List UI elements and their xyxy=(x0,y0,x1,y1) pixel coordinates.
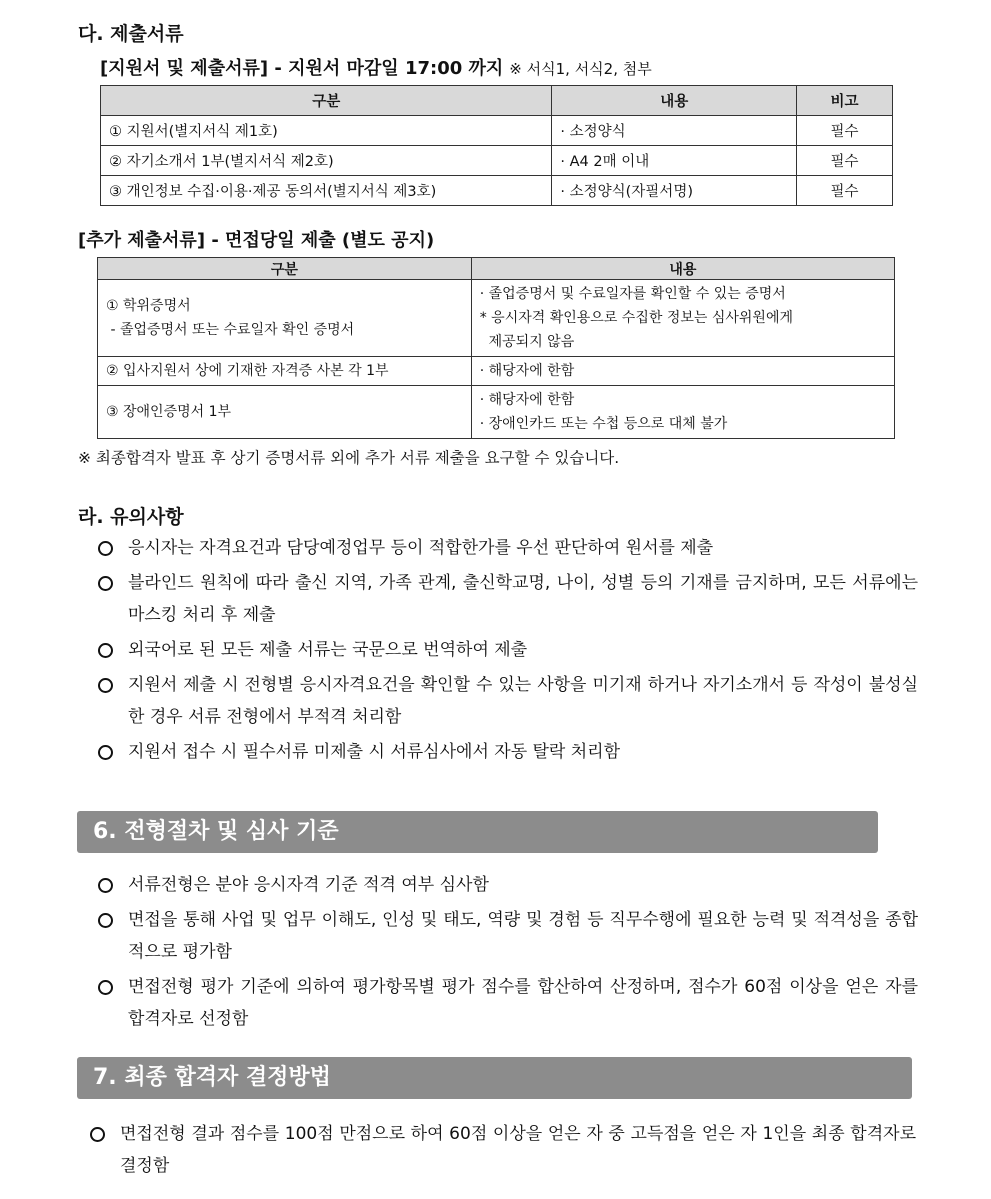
col-header: 구분 xyxy=(101,86,552,116)
bullet-circle-icon xyxy=(98,541,113,556)
list-item xyxy=(98,971,918,1035)
list-item-text: 서류전형은 분야 응시자격 기준 적격 여부 심사함 xyxy=(128,875,489,895)
list-item-text: 면접전형 결과 점수를 100점 만점으로 하여 60점 이상을 얻은 자 중 고득점을 얻은 자 1인을 최종 합격자로 결정함 xyxy=(120,1124,916,1176)
list-item xyxy=(98,669,918,733)
doc-item-line: ② 입사지원서 상에 기재한 자격증 사본 각 1부 xyxy=(106,363,389,379)
list-item xyxy=(98,904,918,968)
table-row xyxy=(101,146,893,176)
table-row xyxy=(101,176,893,206)
doc-content-line: * 응시자격 확인용으로 수집한 정보는 심사위원에게 xyxy=(479,310,793,326)
bullet-circle-icon xyxy=(98,576,113,591)
list-item-text: 블라인드 원칙에 따라 출신 지역, 가족 관계, 출신학교명, 나이, 성별 등의 기재를 금지하며, 모든 서류에는 마스킹 처리 후 제출 xyxy=(128,573,918,625)
doc-item-line: ③ 장애인증명서 1부 xyxy=(106,404,232,420)
doc-item xyxy=(98,280,472,357)
doc-remark: 필수 xyxy=(797,116,893,146)
list-item xyxy=(90,1118,916,1182)
bullet-circle-icon xyxy=(90,1127,105,1142)
bullet-circle-icon xyxy=(98,643,113,658)
list-item-text: 지원서 제출 시 전형별 응시자격요건을 확인할 수 있는 사항을 미기재 하거나 자기소개서 등 작성이 불성실 한 경우 서류 전형에서 부적격 처리함 xyxy=(128,675,918,727)
col-header: 내용 xyxy=(471,258,894,280)
doc-content-line: · 장애인카드 또는 수첩 등으로 대체 불가 xyxy=(479,416,728,432)
bullet-circle-icon xyxy=(98,878,113,893)
required-docs-heading-text: [지원서 및 제출서류] - 지원서 마감일 17:00 까지 xyxy=(100,58,504,79)
col-header: 구분 xyxy=(98,258,472,280)
bullet-circle-icon xyxy=(98,678,113,693)
required-docs-note: ※ 서식1, 서식2, 첨부 xyxy=(509,60,652,78)
additional-docs-table xyxy=(97,257,895,439)
col-header: 비고 xyxy=(797,86,893,116)
list-item xyxy=(98,634,918,666)
list-item-text: 면접을 통해 사업 및 업무 이해도, 인성 및 태도, 역량 및 경험 등 직무수행에 필요한 능력 및 적격성을 종합적으로 평가함 xyxy=(128,910,918,962)
section7-title-bar: 7. 최종 합격자 결정방법 xyxy=(77,1057,912,1099)
final-decision-list xyxy=(90,1118,916,1185)
list-item xyxy=(98,869,918,901)
list-item-text: 응시자는 자격요건과 담당예정업무 등이 적합한가를 우선 판단하여 원서를 제출 xyxy=(128,538,714,558)
doc-content: · A4 2매 이내 xyxy=(552,146,797,176)
table-header-row xyxy=(98,258,895,280)
doc-item: ② 자기소개서 1부(별지서식 제2호) xyxy=(101,146,552,176)
doc-item: ③ 개인정보 수집·이용·제공 동의서(별지서식 제3호) xyxy=(101,176,552,206)
doc-content: · 소정양식 xyxy=(552,116,797,146)
doc-remark: 필수 xyxy=(797,146,893,176)
additional-docs-heading: [추가 제출서류] - 면접당일 제출 (별도 공지) xyxy=(78,230,435,251)
bullet-circle-icon xyxy=(98,913,113,928)
doc-content-line: · 해당자에 한함 xyxy=(479,392,575,408)
doc-item-line: - 졸업증명서 또는 수료일자 확인 증명서 xyxy=(106,322,355,338)
section6-title-bar: 6. 전형절차 및 심사 기준 xyxy=(77,811,878,853)
list-item-text: 면접전형 평가 기준에 의하여 평가항목별 평가 점수를 합산하여 산정하며, 점수가 60점 이상을 얻은 자를 합격자로 선정함 xyxy=(128,977,918,1029)
doc-content xyxy=(471,280,894,357)
table-header-row xyxy=(101,86,893,116)
table-row xyxy=(98,357,895,386)
submission-footnote: ※ 최종합격자 발표 후 상기 증명서류 외에 추가 서류 제출을 요구할 수 있습니다. xyxy=(78,449,620,467)
col-header: 내용 xyxy=(552,86,797,116)
screening-list xyxy=(98,869,918,1038)
list-item xyxy=(98,567,918,631)
doc-item-line: ① 학위증명서 xyxy=(106,298,191,314)
table-row xyxy=(98,386,895,439)
section-da-title: 다. 제출서류 xyxy=(78,23,184,45)
doc-content: · 소정양식(자필서명) xyxy=(552,176,797,206)
list-item-text: 지원서 접수 시 필수서류 미제출 시 서류심사에서 자동 탈락 처리함 xyxy=(128,742,621,762)
doc-content-line: · 졸업증명서 및 수료일자를 확인할 수 있는 증명서 xyxy=(479,286,786,302)
doc-item: ① 지원서(별지서식 제1호) xyxy=(101,116,552,146)
required-docs-table xyxy=(100,85,893,206)
doc-content xyxy=(471,386,894,439)
doc-item xyxy=(98,357,472,386)
section-ra-title: 라. 유의사항 xyxy=(78,506,184,528)
doc-content xyxy=(471,357,894,386)
doc-remark: 필수 xyxy=(797,176,893,206)
doc-content-line: 제공되지 않음 xyxy=(479,334,575,350)
list-item xyxy=(98,736,918,768)
table-row xyxy=(101,116,893,146)
list-item-text: 외국어로 된 모든 제출 서류는 국문으로 번역하여 제출 xyxy=(128,640,528,660)
notice-list xyxy=(98,532,918,771)
bullet-circle-icon xyxy=(98,745,113,760)
doc-content-line: · 해당자에 한함 xyxy=(479,363,575,379)
bullet-circle-icon xyxy=(98,980,113,995)
list-item xyxy=(98,532,918,564)
table-row xyxy=(98,280,895,357)
doc-item xyxy=(98,386,472,439)
required-docs-heading xyxy=(100,54,652,80)
